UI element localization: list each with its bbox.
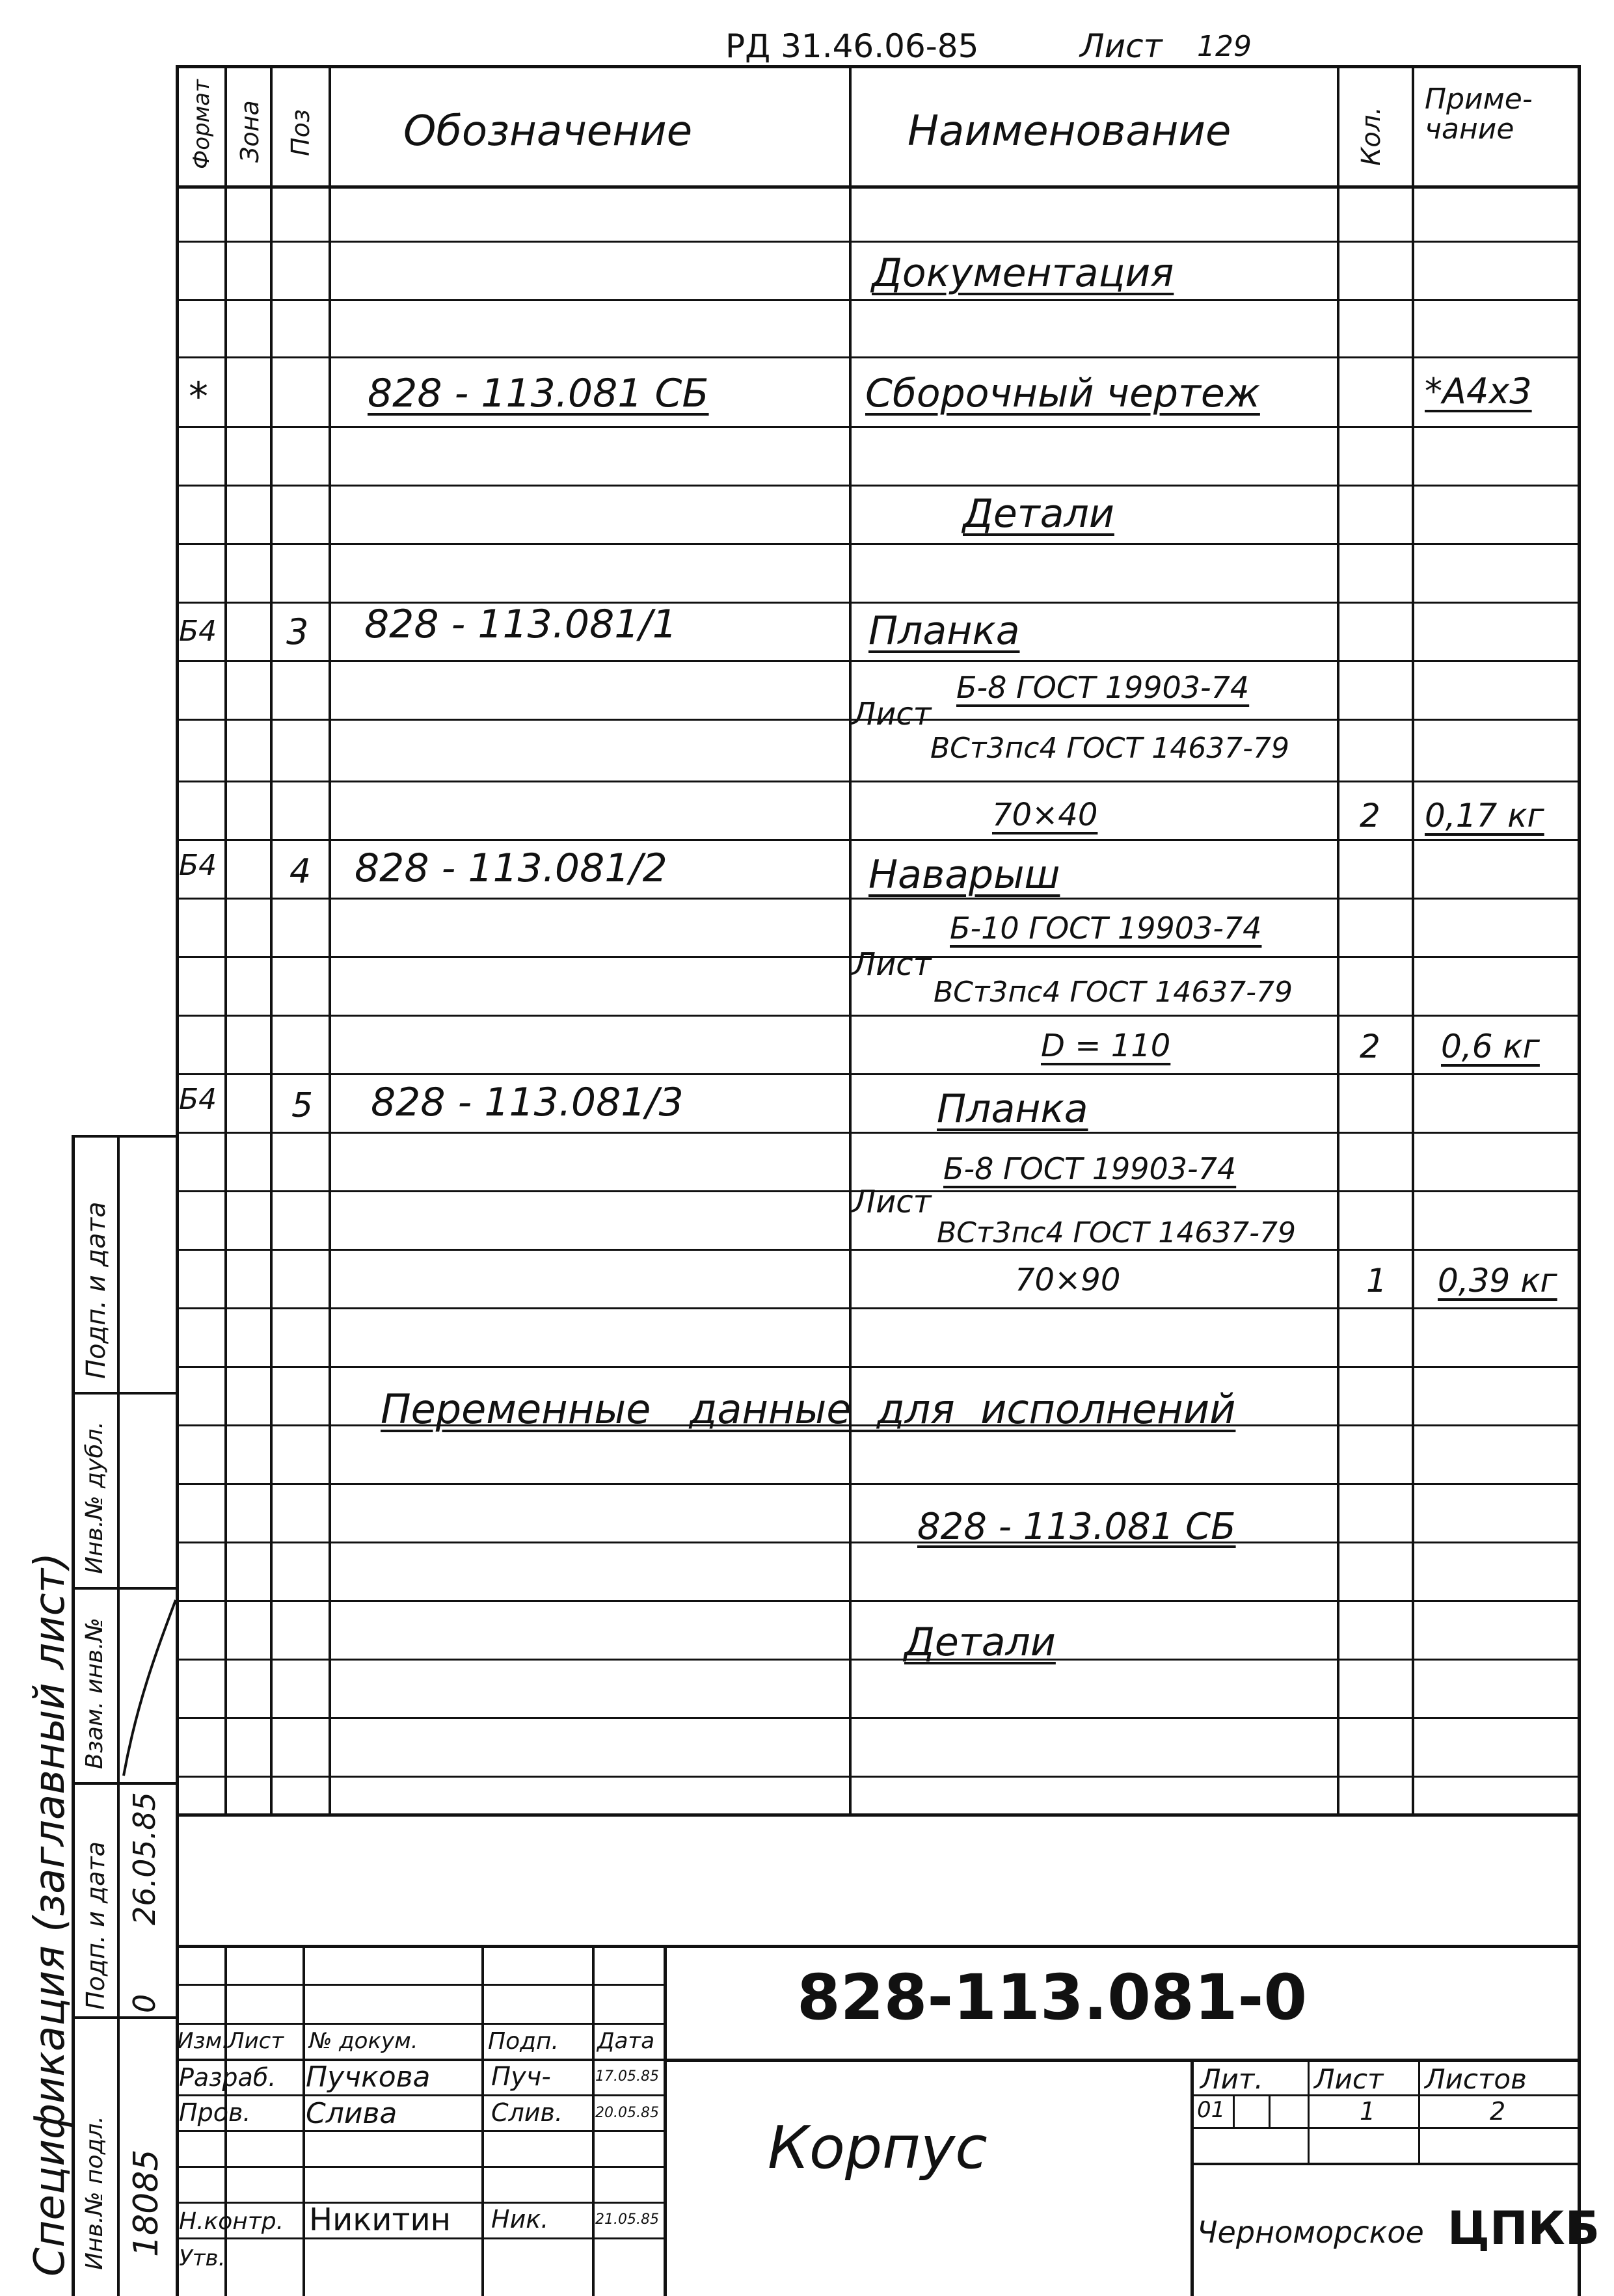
sheet-label-tb: Лист	[1314, 2063, 1384, 2095]
item2-material-bottom: ВСт3пс4 ГОСТ 14637-79	[934, 976, 1293, 1009]
person-nkontr: Никитин	[309, 2202, 451, 2238]
sign-prov: Слив.	[491, 2098, 563, 2127]
doc-code: РД 31.46.06-85	[725, 27, 979, 65]
sign-nkontr: Ник.	[491, 2205, 549, 2234]
section-details: Детали	[963, 491, 1114, 537]
podp-i-data-top: Подп. и дата	[81, 1201, 111, 1379]
item1-format: Б4	[179, 615, 217, 648]
vzam-inv-label: Взам. инв.№	[81, 1618, 108, 1769]
role-utv: Утв.	[179, 2245, 226, 2271]
item1-material-bottom: ВСт3пс4 ГОСТ 14637-79	[930, 732, 1290, 765]
item1-size: 70×40	[992, 797, 1098, 833]
org-prefix: Черноморское	[1197, 2215, 1424, 2250]
col-zone-header: Зона	[235, 100, 264, 163]
item2-format: Б4	[179, 849, 217, 882]
date-prov: 20.05.85	[595, 2105, 659, 2121]
spec-title-vertical: Спецификация (заглавный лист)	[26, 1552, 74, 2276]
lit-label: Лит.	[1200, 2063, 1263, 2095]
person-prov: Слива	[306, 2097, 397, 2130]
item1-material-prefix: Лист	[852, 696, 932, 732]
sheet-number: 129	[1197, 30, 1252, 63]
sheets-label: Листов	[1425, 2063, 1527, 2095]
item2-pos: 4	[289, 852, 312, 891]
variable-data-ref: 828 - 113.081 СБ	[917, 1506, 1236, 1548]
item3-qty: 1	[1366, 1262, 1387, 1300]
hdr-podp: Подп.	[488, 2028, 559, 2055]
item1-designation: 828 - 113.081/1	[364, 602, 677, 647]
org-name: ЦПКБ	[1447, 2202, 1600, 2255]
item3-size: 70×90	[1015, 1262, 1121, 1298]
item2-material-prefix: Лист	[852, 946, 932, 983]
item2-note: 0,6 кг	[1441, 1028, 1540, 1065]
asm-designation: 828 - 113.081 СБ	[368, 371, 709, 416]
role-prov: Пров.	[179, 2098, 251, 2127]
item1-material-top: Б-8 ГОСТ 19903-74	[956, 670, 1250, 705]
item2-material-top: Б-10 ГОСТ 19903-74	[950, 911, 1262, 946]
col-designation-header: Обозначение	[403, 107, 693, 155]
asm-note: *А4х3	[1425, 371, 1532, 412]
sheet-label: Лист	[1080, 27, 1163, 65]
lit-value: 01	[1197, 2097, 1226, 2123]
inv-number: 18085	[127, 2149, 166, 2257]
role-nkontr: Н.контр.	[179, 2208, 284, 2235]
item3-material-top: Б-8 ГОСТ 19903-74	[943, 1151, 1237, 1186]
item1-pos: 3	[286, 611, 309, 652]
person-razrab: Пучкова	[306, 2061, 431, 2094]
hdr-ndokum: № докум.	[309, 2028, 418, 2054]
item2-size: D = 110	[1041, 1028, 1171, 1064]
item3-format: Б4	[179, 1083, 217, 1116]
item1-name: Планка	[868, 608, 1020, 654]
item3-designation: 828 - 113.081/3	[371, 1080, 684, 1125]
sheets-value: 2	[1490, 2097, 1506, 2126]
hdr-data: Дата	[597, 2028, 655, 2054]
inv-zero: 0	[127, 1994, 162, 2013]
sign-razrab: Пуч-	[491, 2062, 551, 2092]
variable-data-details: Детали	[904, 1620, 1056, 1665]
item3-pos: 5	[291, 1086, 314, 1125]
col-pos-header: Поз	[286, 109, 315, 156]
item2-name: Наварыш	[868, 852, 1060, 898]
item3-material-bottom: ВСт3пс4 ГОСТ 14637-79	[937, 1216, 1297, 1249]
item2-designation: 828 - 113.081/2	[355, 846, 667, 891]
col-qty-header: Кол.	[1356, 106, 1386, 166]
podp-i-data-label: Подп. и дата	[81, 1841, 110, 2010]
item3-material-prefix: Лист	[852, 1184, 932, 1220]
strike-mark-icon	[117, 1594, 182, 1782]
asm-format: *	[189, 374, 208, 420]
section-documentation: Документация	[872, 250, 1174, 296]
date-nkontr: 21.05.85	[595, 2211, 659, 2228]
doc-title: Корпус	[768, 2114, 988, 2182]
asm-name: Сборочный чертеж	[865, 371, 1260, 416]
col-name-header: Наименование	[908, 107, 1231, 155]
hdr-izm: Изм.	[177, 2028, 229, 2054]
variable-data-heading: Переменные данные для исполнений	[381, 1385, 1236, 1433]
col-note-header: Приме-чание	[1425, 83, 1533, 146]
item3-note: 0,39 кг	[1438, 1262, 1557, 1300]
inv-dubl-label: Инв.№ дубл.	[81, 1421, 108, 1574]
inv-podl-label: Инв.№ подл.	[81, 2116, 108, 2270]
doc-number: 828-113.081-0	[797, 1961, 1308, 2034]
date-razrab: 17.05.85	[595, 2068, 659, 2085]
item1-qty: 2	[1360, 797, 1380, 834]
sheet-value: 1	[1360, 2097, 1376, 2126]
item3-name: Планка	[937, 1086, 1088, 1132]
item2-qty: 2	[1360, 1028, 1380, 1065]
item1-note: 0,17 кг	[1425, 797, 1544, 834]
hdr-list: Лист	[228, 2028, 284, 2054]
role-razrab: Разраб.	[179, 2063, 276, 2092]
col-format-header: Формат	[189, 79, 215, 169]
date-signature: 26.05.85	[127, 1792, 162, 1925]
